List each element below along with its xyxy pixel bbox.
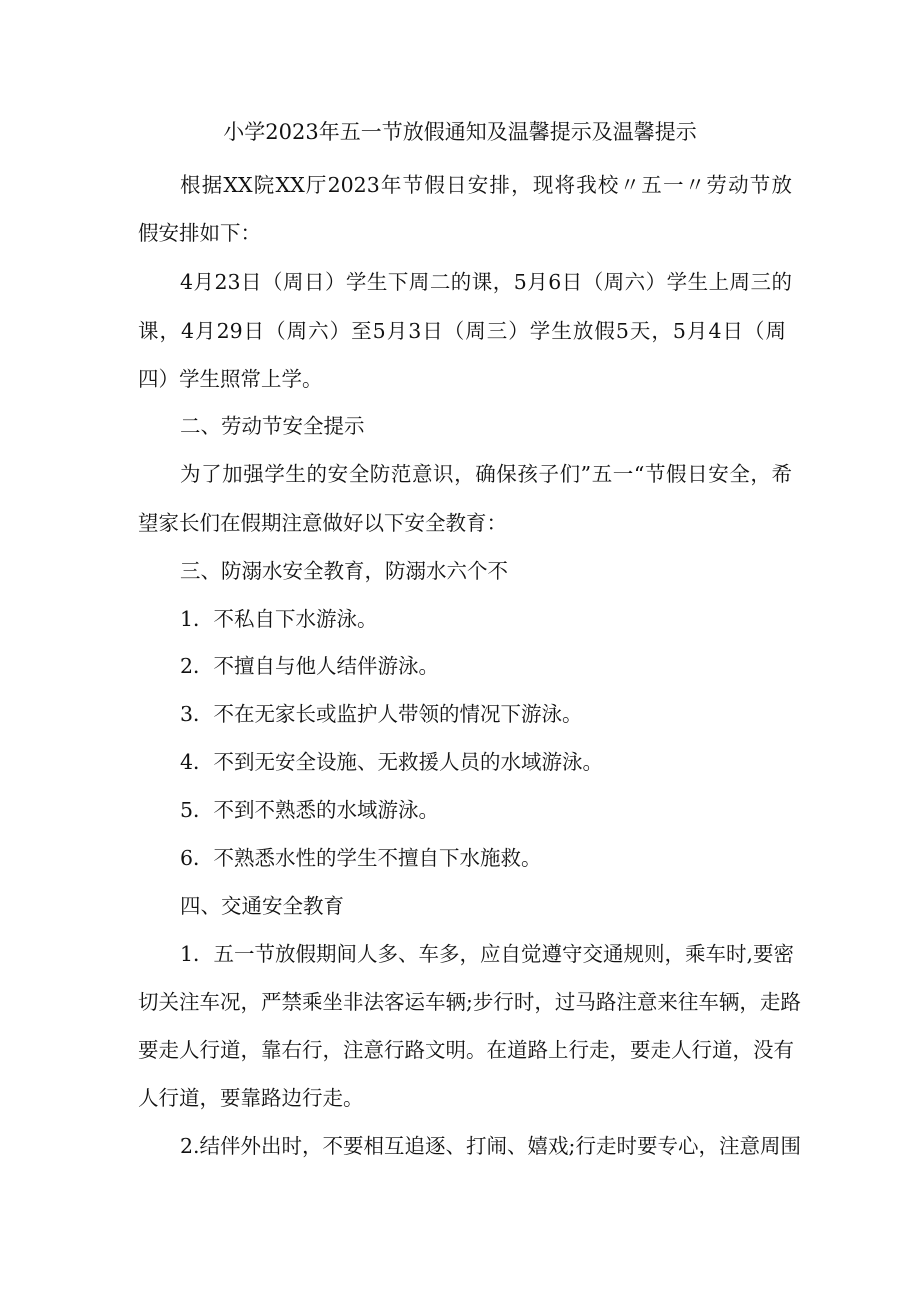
list-item: 2．不擅自与他人结伴游泳。	[180, 654, 440, 678]
list-item: 6．不熟悉水性的学生不擅自下水施救。	[180, 846, 542, 870]
section-heading: 三、防溺水安全教育，防溺水六个不	[180, 559, 508, 583]
paragraph-line: 四）学生照常上学。	[138, 367, 323, 391]
list-item: 1．不私自下水游泳。	[180, 607, 378, 631]
paragraph-line: 望家长们在假期注意做好以下安全教育：	[138, 511, 507, 535]
list-item: 4．不到无安全设施、无救援人员的水域游泳。	[180, 750, 604, 774]
section-heading: 二、劳动节安全提示	[180, 414, 365, 438]
paragraph-line: 2.结伴外出时，不要相互追逐、打闹、嬉戏;行走时要专心，注意周围	[180, 1134, 801, 1158]
paragraph-line: 根据XX院XX厅2023年节假日安排，现将我校〃五一〃劳动节放	[180, 173, 792, 197]
paragraph-line: 1．五一节放假期间人多、车多，应自觉遵守交通规则，乘车时,要密	[180, 942, 795, 966]
paragraph-line: 课，4月29日（周六）至5月3日（周三）学生放假5天，5月4日（周	[138, 319, 786, 343]
paragraph-line: 要走人行道，靠右行，注意行路文明。在道路上行走，要走人行道，没有	[138, 1038, 794, 1062]
page-title: 小学2023年五一节放假通知及温馨提示及温馨提示	[223, 120, 697, 144]
section-heading: 四、交通安全教育	[180, 894, 344, 918]
paragraph-line: 为了加强学生的安全防范意识，确保孩子们”五一“节假日安全，希	[180, 462, 792, 486]
list-item: 5．不到不熟悉的水域游泳。	[180, 798, 440, 822]
paragraph-line: 切关注车况，严禁乘坐非法客运车辆;步行时，过马路注意来往车辆，走路	[138, 990, 801, 1014]
paragraph-line: 假安排如下：	[138, 221, 261, 245]
list-item: 3．不在无家长或监护人带领的情况下游泳。	[180, 702, 583, 726]
paragraph-line: 4月23日（周日）学生下周二的课，5月6日（周六）学生上周三的	[180, 270, 792, 294]
paragraph-line: 人行道，要靠路边行走。	[138, 1086, 364, 1110]
